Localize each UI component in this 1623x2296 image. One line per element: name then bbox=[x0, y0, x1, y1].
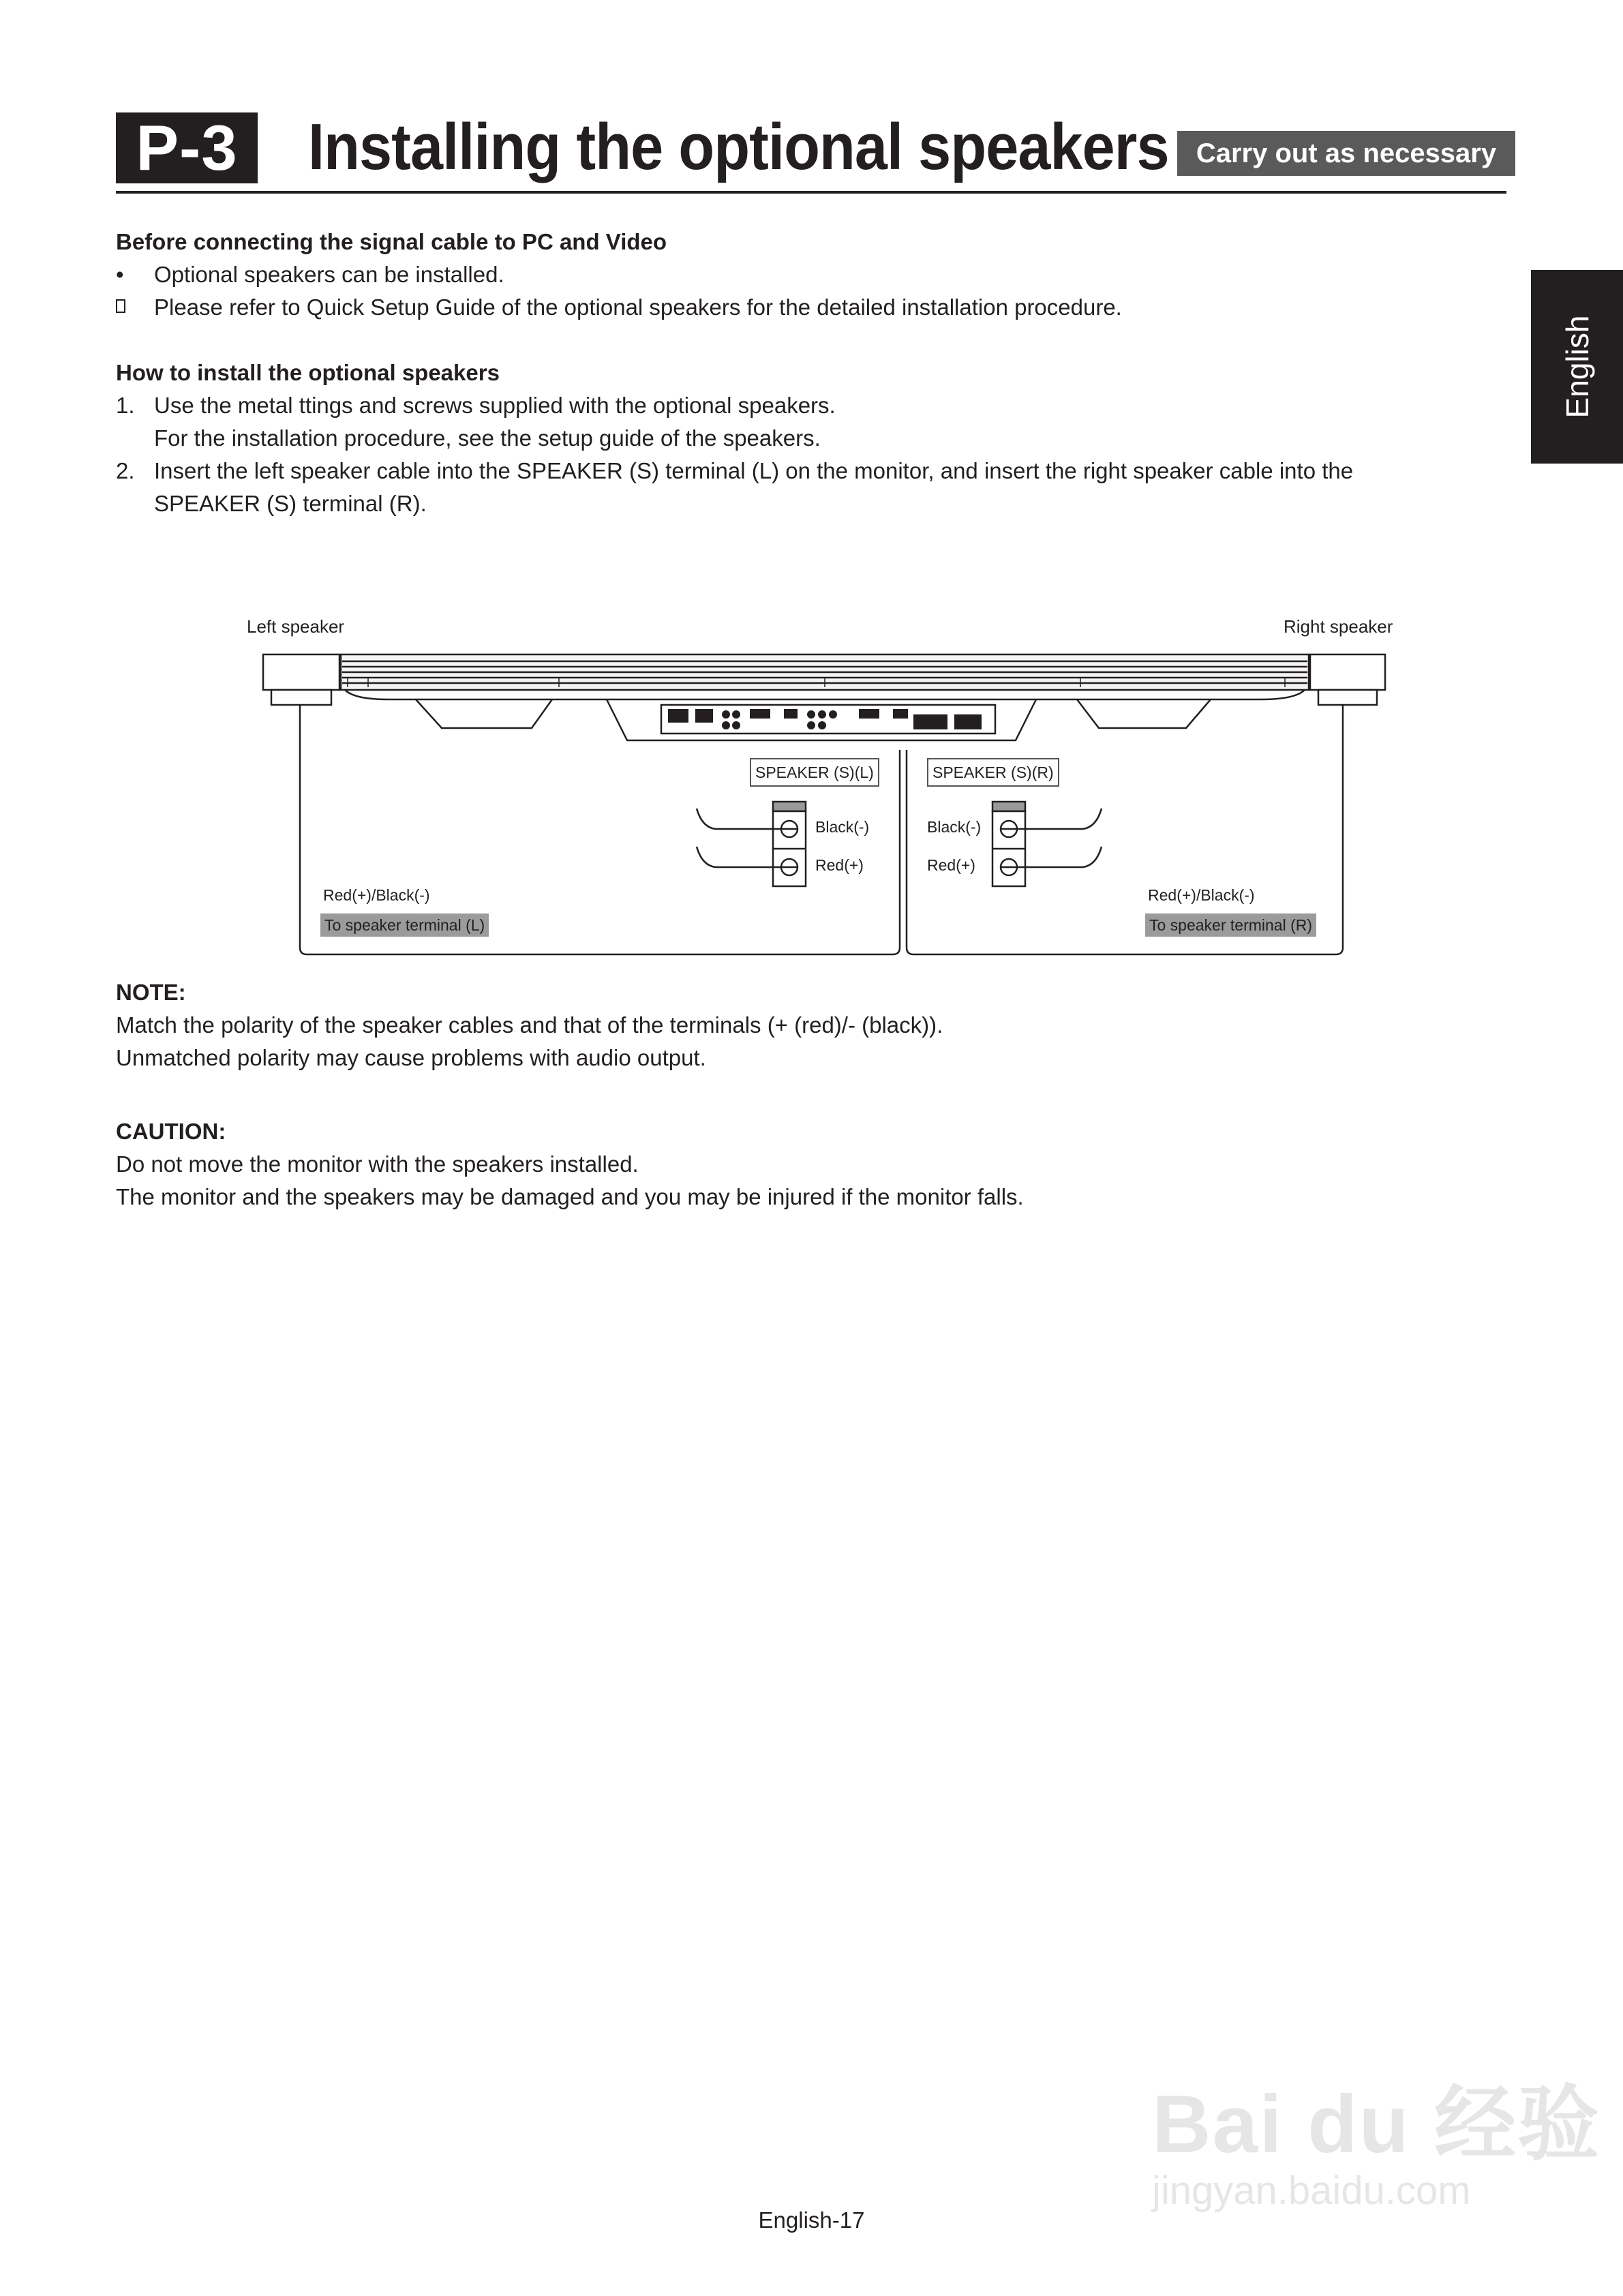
section-badge: P-3 bbox=[116, 112, 258, 183]
language-tab-label: English bbox=[1559, 315, 1595, 419]
right-terminal-destination: To speaker terminal (R) bbox=[1145, 913, 1316, 937]
caution-line-2: The monitor and the speakers may be damaged and you may be injured if the monitor falls. bbox=[116, 1184, 1024, 1209]
left-cable-label: Red(+)/Black(-) bbox=[323, 886, 430, 904]
right-black-label: Black(-) bbox=[927, 818, 982, 836]
section1-item: Please refer to Quick Setup Guide of the optional speakers for the detailed installation procedure. bbox=[154, 294, 1122, 320]
note-line-2: Unmatched polarity may cause problems with audio output. bbox=[116, 1045, 706, 1070]
step-1-line-2: For the installation procedure, see the setup guide of the speakers. bbox=[154, 425, 821, 451]
note-line-1: Match the polarity of the speaker cables and that of the terminals (+ (red)/- (black)). bbox=[116, 1012, 943, 1038]
section1-heading: Before connecting the signal cable to PC and Video bbox=[116, 229, 667, 254]
right-speaker-label: Right speaker bbox=[1284, 616, 1393, 637]
carry-out-tag: Carry out as necessary bbox=[1177, 131, 1515, 176]
step-2-line-1: Insert the left speaker cable into the SPEAKER (S) terminal (L) on the monitor, and insert the right speaker cable into the bbox=[154, 458, 1354, 483]
missing-glyph-icon bbox=[116, 299, 125, 313]
caution-heading: CAUTION: bbox=[116, 1119, 226, 1144]
caution-line-1: Do not move the monitor with the speakers installed. bbox=[116, 1151, 639, 1177]
section2-heading: How to install the optional speakers bbox=[116, 360, 500, 385]
left-speaker-label: Left speaker bbox=[247, 616, 345, 637]
language-tab bbox=[1531, 270, 1623, 464]
section1-item-marker: • bbox=[116, 262, 124, 287]
left-black-label: Black(-) bbox=[815, 818, 870, 836]
page-title: Installing the optional speakers bbox=[308, 110, 1169, 183]
title-rule bbox=[116, 191, 1506, 194]
step-1-line-1: Use the metal ttings and screws supplied with the optional speakers. bbox=[154, 393, 836, 418]
step-number: 1. bbox=[116, 393, 135, 418]
section1-item: Optional speakers can be installed. bbox=[154, 262, 504, 287]
watermark-brand: Bai du 经验 bbox=[1152, 2079, 1601, 2170]
step-2-line-2: SPEAKER (S) terminal (R). bbox=[154, 491, 427, 516]
terminal-left-label: SPEAKER (S)(L) bbox=[750, 758, 879, 787]
speaker-wiring-diagram bbox=[225, 607, 1425, 961]
note-heading: NOTE: bbox=[116, 980, 186, 1005]
left-red-label: Red(+) bbox=[815, 856, 864, 874]
terminal-right-label: SPEAKER (S)(R) bbox=[927, 758, 1059, 787]
page-number: English-17 bbox=[758, 2207, 865, 2233]
left-terminal-destination: To speaker terminal (L) bbox=[320, 913, 489, 937]
watermark-url: jingyan.baidu.com bbox=[1152, 2169, 1471, 2213]
right-cable-label: Red(+)/Black(-) bbox=[1148, 886, 1255, 904]
right-red-label: Red(+) bbox=[927, 856, 975, 874]
step-number: 2. bbox=[116, 458, 135, 483]
